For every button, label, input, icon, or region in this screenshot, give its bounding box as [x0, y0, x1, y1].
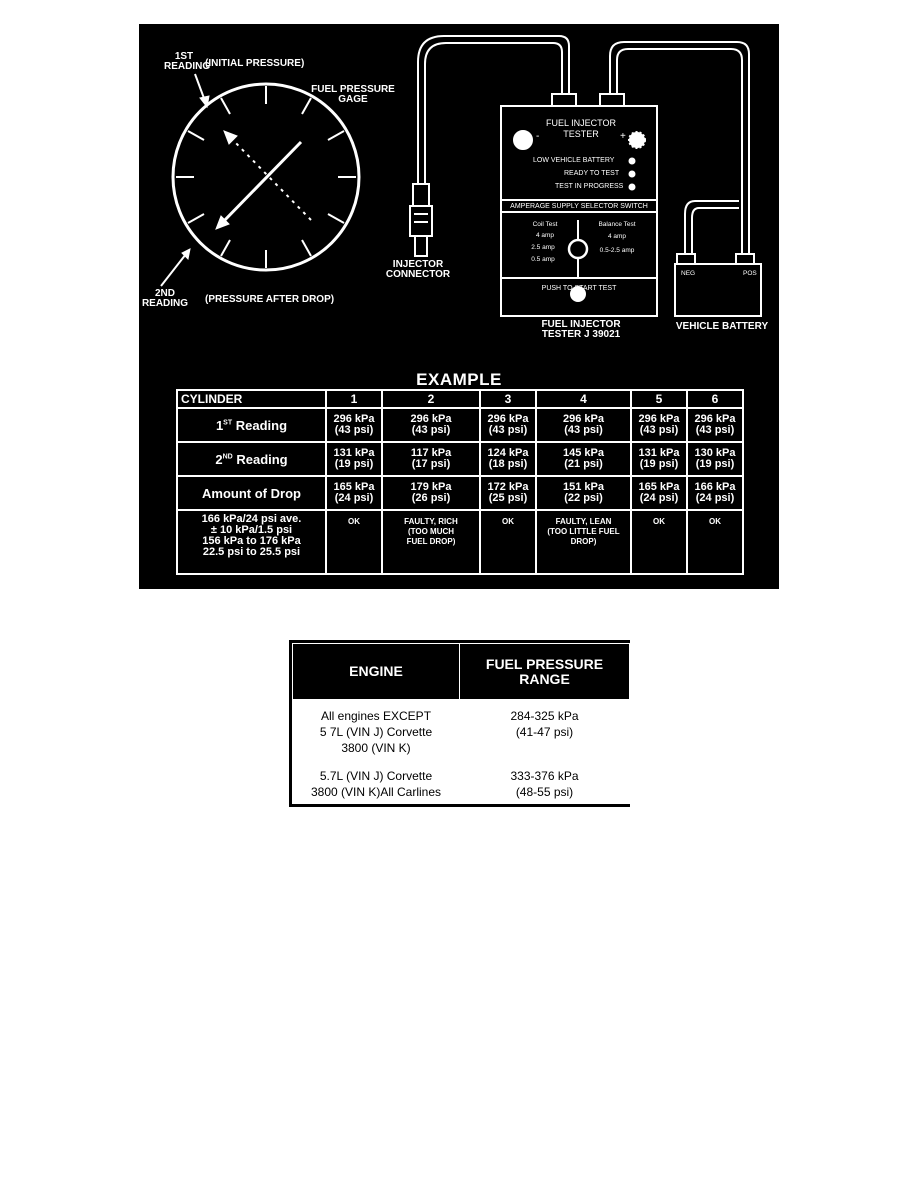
range-row [293, 764, 630, 804]
indicator-low-battery: LOW VEHICLE BATTERY [533, 157, 615, 164]
value-cell: 296 kPa (43 psi) [326, 408, 382, 442]
coil-option-0-5: 0.5 amp [531, 256, 555, 263]
injector-connector [410, 184, 432, 256]
engine-header: ENGINE [293, 644, 460, 700]
vehicle-battery-label: VEHICLE BATTERY [675, 321, 769, 332]
value-cell: 296 kPa (43 psi) [480, 408, 536, 442]
value-cell: 296 kPa (43 psi) [631, 408, 687, 442]
range-cell: 284-325 kPa (41-47 psi) [460, 700, 630, 764]
range-cell: 333-376 kPa (48-55 psi) [460, 764, 630, 804]
coil-option-2-5: 2.5 amp [531, 244, 555, 251]
tester-title: FUEL INJECTOR TESTER [545, 118, 616, 139]
balance-option-4: 4 amp [607, 233, 627, 240]
cylinder-header: CYLINDER [177, 390, 326, 408]
coil-option-4: 4 amp [535, 232, 555, 239]
tester-plus: + [620, 131, 626, 142]
status-cell: OK [631, 510, 687, 574]
gauge-dotted-travel [231, 138, 311, 220]
engine-cell: All engines EXCEPT 5 7L (VIN J) Corvette 3800 (VIN K) [293, 700, 460, 764]
range-header-row [293, 644, 630, 700]
example-title: EXAMPLE [416, 370, 502, 389]
illustration-panel [139, 24, 779, 589]
value-cell: 165 kPa (24 psi) [326, 476, 382, 510]
indicator-in-progress: TEST IN PROGRESS [555, 183, 624, 190]
status-cell: OK [687, 510, 743, 574]
first-reading-label: 1ST READING [164, 51, 211, 72]
push-to-start-label: PUSH TO START TEST [541, 285, 617, 292]
status-row [177, 510, 743, 574]
injector-connector-label: INJECTOR CONNECTOR [385, 259, 451, 280]
value-cell: 296 kPa (43 psi) [382, 408, 480, 442]
fuel-pressure-range-table [292, 643, 630, 804]
second-reading-label: 2ND READING [141, 288, 189, 309]
fuel-pressure-gauge [161, 74, 359, 286]
gage-label: FUEL PRESSURE GAGE [311, 84, 395, 105]
cylinder-col-2: 2 [382, 390, 480, 408]
value-cell: 131 kPa (19 psi) [326, 442, 382, 476]
amount-of-drop-row [177, 476, 743, 510]
coil-test-label: Coil Test [532, 221, 558, 228]
cylinder-col-5: 5 [631, 390, 687, 408]
status-cell: FAULTY, LEAN (TOO LITTLE FUEL DROP) [536, 510, 631, 574]
cylinder-col-6: 6 [687, 390, 743, 408]
value-cell: 296 kPa (43 psi) [687, 408, 743, 442]
value-cell: 172 kPa (25 psi) [480, 476, 536, 510]
selector-switch-title: AMPERAGE SUPPLY SELECTOR SWITCH [510, 203, 648, 210]
criteria-cell: 166 kPa/24 psi ave. ± 10 kPa/1.5 psi 156 kPa to 176 kPa 22.5 psi to 25.5 psi [177, 510, 326, 574]
engine-cell: 5.7L (VIN J) Corvette 3800 (VIN K)All Carlines [293, 764, 460, 804]
value-cell: 117 kPa (17 psi) [382, 442, 480, 476]
balance-option-range: 0.5-2.5 amp [599, 247, 635, 254]
status-cell: FAULTY, RICH (TOO MUCH FUEL DROP) [382, 510, 480, 574]
row-label-second-reading: 2ND Reading [177, 442, 326, 476]
value-cell: 179 kPa (26 psi) [382, 476, 480, 510]
value-cell: 296 kPa (43 psi) [536, 408, 631, 442]
cylinder-col-3: 3 [480, 390, 536, 408]
tester-minus: - [536, 131, 540, 142]
fuel-pressure-range-box [289, 640, 630, 807]
value-cell: 166 kPa (24 psi) [687, 476, 743, 510]
value-cell: 130 kPa (19 psi) [687, 442, 743, 476]
vehicle-battery [675, 254, 761, 316]
value-cell: 165 kPa (24 psi) [631, 476, 687, 510]
second-reading-row [177, 442, 743, 476]
first-reading-row [177, 408, 743, 442]
cylinder-col-4: 4 [536, 390, 631, 408]
value-cell: 124 kPa (18 psi) [480, 442, 536, 476]
battery-pos-label: POS [743, 270, 757, 277]
tester-caption: FUEL INJECTOR TESTER J 39021 [541, 319, 621, 340]
initial-pressure-label: (INITIAL PRESSURE) [205, 58, 305, 69]
value-cell: 131 kPa (19 psi) [631, 442, 687, 476]
row-label-first-reading: 1ST Reading [177, 408, 326, 442]
gauge-needle [221, 142, 301, 224]
row-label-amount-of-drop: Amount of Drop [177, 476, 326, 510]
indicator-ready: READY TO TEST [564, 170, 620, 177]
cylinder-col-1: 1 [326, 390, 382, 408]
battery-neg-label: NEG [681, 270, 696, 277]
status-cell: OK [326, 510, 382, 574]
status-cell: OK [480, 510, 536, 574]
example-table [176, 389, 744, 575]
example-header-row [177, 390, 743, 408]
range-header: FUEL PRESSURE RANGE [460, 644, 630, 700]
pressure-after-drop-label: (PRESSURE AFTER DROP) [205, 294, 335, 305]
value-cell: 145 kPa (21 psi) [536, 442, 631, 476]
value-cell: 151 kPa (22 psi) [536, 476, 631, 510]
balance-test-label: Balance Test [598, 221, 636, 228]
range-row [293, 700, 630, 764]
